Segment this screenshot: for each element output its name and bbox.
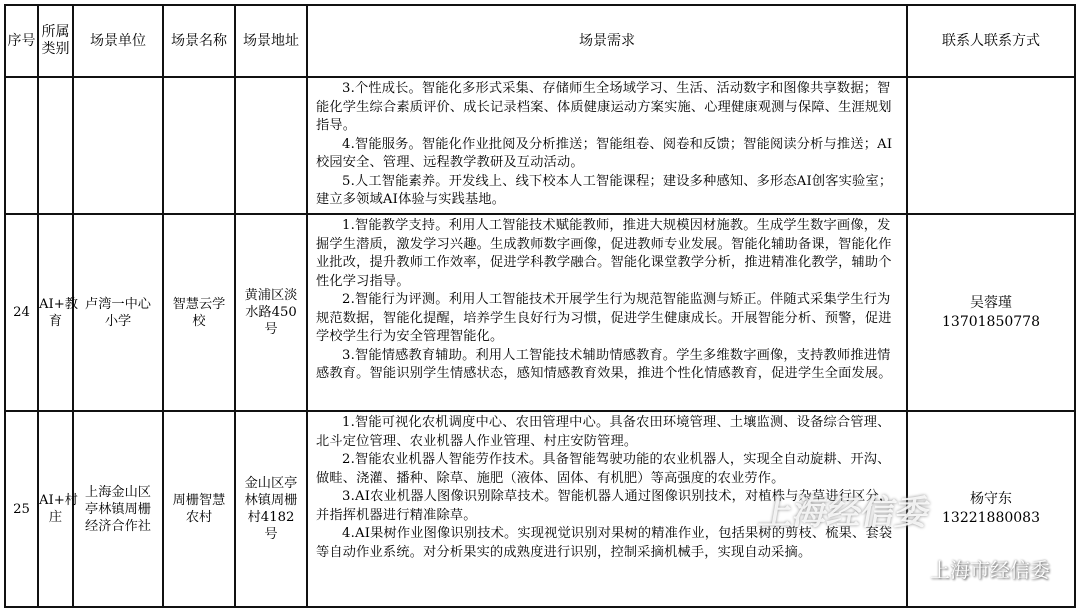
requirement-item: 3.AI农业机器人图像识别除草技术。智能机器人通过图像识别技术，对植株与杂草进行区分，并指挥机器进行精准除草。 <box>316 489 893 523</box>
cell-no: 24 <box>5 214 38 411</box>
cell-requirements <box>307 77 907 214</box>
cell-contact <box>907 77 1075 214</box>
header-row <box>5 5 1075 77</box>
requirement-item: 1.智能教学支持。利用人工智能技术赋能教师，推进大规模因材施教。生成学生数字画像，发掘学生潜质，激发学习兴趣。生成教师数字画像，促进教师专业发展。智能化辅助备课，智能化作业批改，提升教师工作效率，促进学科教学融合。智能化课堂教学分析，推进精准化教学，辅助个性化学习指导。 <box>316 218 892 289</box>
cell-contact <box>907 214 1075 411</box>
cell-unit <box>73 77 163 214</box>
requirement-item: 5.人工智能素养。开发线上、线下校本人工智能课程；建设多种感知、多形态AI创客实验室；建立多领域AI体验与实践基地。 <box>316 173 893 207</box>
cell-category <box>38 77 73 214</box>
watermark-logo: 上海经信委 <box>755 493 933 533</box>
cell-category: AI+村庄 <box>38 411 73 607</box>
contact-phone: 13701850778 <box>942 313 1040 330</box>
table-row <box>5 214 1075 411</box>
requirement-item: 3.智能情感教育辅助。利用人工智能技术辅助情感教育。学生多维数字画像，支持教师推进情感教育。智能识别学生情感状态，感知情感教育效果，推进个性化情感教育，促进学生全面发展。 <box>316 347 892 381</box>
cell-address <box>235 77 307 214</box>
cell-unit: 上海金山区亭林镇周栅经济合作社 <box>73 411 163 607</box>
requirement-item: 2.智能行为评测。利用人工智能技术开展学生行为规范智能监测与矫正。伴随式采集学生行为规范数据，智能化提醒，培养学生良好行为习惯，促进学生健康成长。开展智能分析、预警，促进学校学生行为安全管理智能化。 <box>316 292 892 344</box>
cell-scene-name: 智慧云学校 <box>163 214 235 411</box>
contact-phone: 13221880083 <box>942 510 1040 526</box>
cell-scene-name <box>163 77 235 214</box>
header-unit: 场景单位 <box>73 5 163 77</box>
requirement-item: 2.智能农业机器人智能劳作技术。具备智能驾驶功能的农业机器人，实现全自动旋耕、开沟、做畦、浇灌、播种、除草、施肥（液体、固体、有机肥）等高强度的农业劳作。 <box>316 452 891 486</box>
header-category: 所属类别 <box>38 5 73 77</box>
header-requirement: 场景需求 <box>307 5 907 77</box>
cell-category: AI+教育 <box>38 214 73 411</box>
cell-address: 金山区亭林镇周栅村4182号 <box>235 411 307 607</box>
contact-name: 杨守东 <box>970 491 1012 507</box>
requirement-item: 4.智能服务。智能化作业批阅及分析推送；智能组卷、阅卷和反馈；智能阅读分析与推送；AI校园安全、管理、远程教学教研及互动活动。 <box>316 136 893 170</box>
contact-name: 吴蓉瑾 <box>970 294 1012 311</box>
header-address: 场景地址 <box>235 5 307 77</box>
cell-address: 黄浦区淡水路450号 <box>235 214 307 411</box>
cell-requirements <box>307 214 907 411</box>
table-row <box>5 77 1075 214</box>
requirement-item: 4.AI果树作业图像识别技术。实现视觉识别对果树的精准作业，包括果树的剪枝、梳果、套袋等自动作业系统。对分析果实的成熟度进行识别，控制采摘机械手，实现自动采摘。 <box>316 526 893 560</box>
watermark-corner: 上海市经信委 <box>930 558 1050 582</box>
header-no: 序号 <box>5 5 38 77</box>
cell-scene-name: 周栅智慧农村 <box>163 411 235 607</box>
requirement-item: 1.智能可视化农机调度中心、农田管理中心。具备农田环境管理、土壤监测、设备综合管理、北斗定位管理、农业机器人作业管理、村庄安防管理。 <box>316 415 891 449</box>
header-scene-name: 场景名称 <box>163 5 235 77</box>
header-contact: 联系人联系方式 <box>907 5 1075 77</box>
cell-no: 25 <box>5 411 38 607</box>
requirement-item: 3.个性成长。智能化多形式采集、存储师生全场域学习、生活、活动数字和图像共享数据；智能化学生综合素质评价、成长记录档案、体质健康运动方案实施、心理健康观测与保障、生涯规划指导。 <box>316 81 892 133</box>
cell-no <box>5 77 38 214</box>
cell-unit: 卢湾一中心小学 <box>73 214 163 411</box>
